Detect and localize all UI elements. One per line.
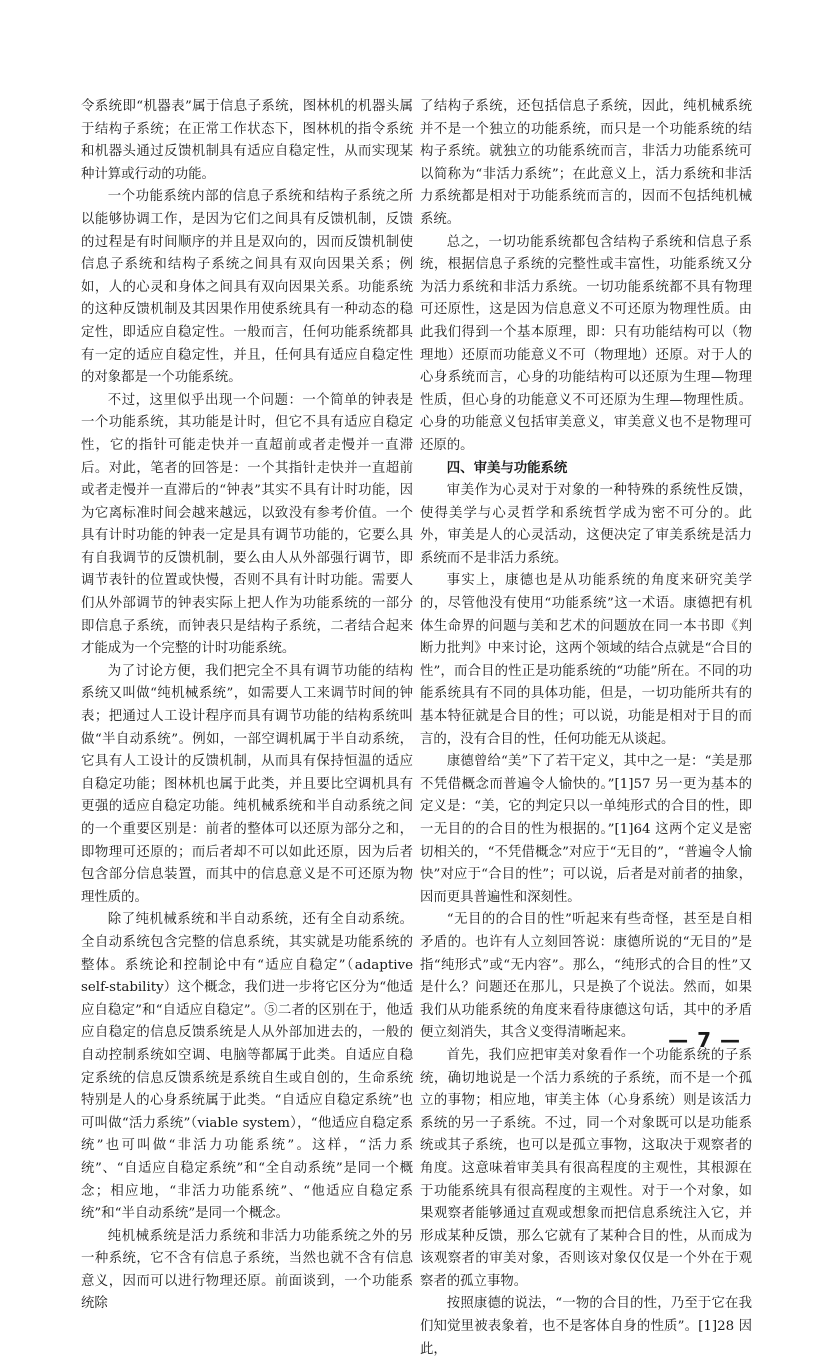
left-column (81, 96, 413, 1316)
paragraph: 按照康德的说法，“一物的合目的性，乃至于它在我们知觉里被表象着，也不是客体自身的性质”。[1]28 因此， (420, 1296, 752, 1357)
page-number: — 7 — (668, 1028, 741, 1052)
section-heading: 四、审美与功能系统 (446, 460, 568, 476)
paragraph: 一个功能系统内部的信息子系统和结构子系统之所以能够协调工作，是因为它们之间具有反馈机制，反馈的过程是有时间顺序的并且是双向的，因而反馈机制使信息子系统和结构子系统之间具有双向因果关系；例如，人的心灵和身体之间具有双向因果关系。功能系统的这种反馈机制及其因果作用使系统具有一种动态的稳定性，即适应自稳定性。一般而言，任何功能系统都具有一定的适应自稳定性，并且，任何具有适应自稳定性的对象都是一个功能系统。 (81, 189, 413, 386)
paragraph: 首先，我们应把审美对象看作一个功能系统的子系统，确切地说是一个活力系统的子系统，而不是一个孤立的事物；相应地，审美主体（心身系统）则是该活力系统的另一子系统。不过，同一个对象既可以是功能系统或其子系统，也可以是孤立事物，这取决于观察者的角度。这意味着审美具有很高程度的主观性，其根源在于功能系统具有很高程度的主观性。对于一个对象，如果观察者能够通过直观或想象而把信息系统注入它，并形成某种反馈，那么它就有了某种合目的性，从而成为该观察者的审美对象，否则该对象仅仅是一个外在于观察者的孤立事物。 (420, 1047, 752, 1289)
paragraph: 审美作为心灵对于对象的一种特殊的系统性反馈，使得美学与心灵哲学和系统哲学成为密不可分的。此外，审美是人的心灵活动，这便决定了审美系统是活力系统而不是非活力系统。 (420, 483, 752, 566)
paragraph: 事实上，康德也是从功能系统的角度来研究美学的，尽管他没有使用“功能系统”这一术语。康德把有机体生命界的问题与美和艺术的问题放在同一本书即《判断力批判》中来讨论，这两个领域的结合点就是“合目的性”，而合目的性正是功能系统的“功能”所在。不同的功能系统具有不同的具体功能，但是，一切功能所共有的基本特征就是合目的性；可以说，功能是相对于目的而言的，没有合目的性，任何功能无从谈起。 (420, 573, 752, 747)
right-column (420, 96, 752, 1361)
paragraph: 纯机械系统是活力系统和非活力功能系统之外的另一种系统，它不含有信息子系统，当然也就不含有信息意义，因而可以进行物理还原。前面谈到，一个功能系统除 (81, 1228, 413, 1312)
paragraph: 总之，一切功能系统都包含结构子系统和信息子系统，根据信息子系统的完整性或丰富性，功能系统又分为活力系统和非活力系统。一切功能系统都不具有物理可还原性，这是因为信息意义不可还原为物理性质。由此我们得到一个基本原理，即：只有功能结构可以（物理地）还原而功能意义不可（物理地）还原。对于人的心身系统而言，心身的功能结构可以还原为生理—物理性质，但心身的功能意义不可还原为生理—物理性质。心身的功能意义包括审美意义，审美意义也不是物理可还原的。 (420, 234, 752, 453)
paragraph: 除了纯机械系统和半自动系统，还有全自动系统。全自动系统包含完整的信息系统，其实就是功能系统的整体。系统论和控制论中有“适应自稳定”（adaptive self-stability）这个概念，我们进一步将它区分为“他适应自稳定”和“自适应自稳定”。⑤二者的区别在于，他适应自稳定的信息反馈系统是人从外部加进去的，一般的自动控制系统如空调、电脑等都属于此类。自适应自稳定系统的信息反馈系统是系统自生或自创的，生命系统特别是人的心身系统属于此类。“自适应自稳定系统”也可叫做“活力系统”（viable system），“他适应自稳定系统”也可叫做“非活力功能系统”。这样，“活力系统”、“自适应自稳定系统”和“全自动系统”是同一个概念；相应地，“非活力功能系统”、“他适应自稳定系统”和“半自动系统”是同一个概念。 (81, 912, 413, 1222)
paragraph: 康德曾给“美”下了若干定义，其中之一是：“美是那不凭借概念而普遍令人愉快的。”[1]57 另一更为基本的定义是：“美，它的判定只以一单纯形式的合目的性，即一无目的的合目的性为根据的。”[1]64 这两个定义是密切相关的，“不凭借概念”对应于“无目的”，“普遍令人愉快”对应于“合目的性”；可以说，后者是对前者的抽象，因而更具普遍性和深刻性。 (420, 754, 752, 905)
paragraph: “无目的的合目的性”听起来有些奇怪，甚至是自相矛盾的。也许有人立刻回答说：康德所说的“无目的”是指“纯形式”或“无内容”。那么，“纯形式的合目的性”又是什么？问题还在那儿，只是换了个说法。然而，如果我们从功能系统的角度来看待康德这句话，其中的矛盾便立刻消失，其含义变得清晰起来。 (420, 912, 752, 1041)
paragraph: 了结构子系统，还包括信息子系统，因此，纯机械系统并不是一个独立的功能系统，而只是一个功能系统的结构子系统。就独立的功能系统而言，非活力功能系统可以简称为“非活力系统”；在此意义上，活力系统和非活力系统都是相对于功能系统而言的，因而不包括纯机械系统。 (420, 99, 752, 227)
paragraph: 令系统即“机器表”属于信息子系统，图林机的机器头属于结构子系统；在正常工作状态下，图林机的指令系统和机器头通过反馈机制具有适应自稳定性，从而实现某种计算或行动的功能。 (81, 99, 413, 182)
paragraph: 为了讨论方便，我们把完全不具有调节功能的结构系统又叫做“纯机械系统”，如需要人工来调节时间的钟表；把通过人工设计程序而具有调节功能的结构系统叫做“半自动系统”。例如，一部空调机属于半自动系统，它具有人工设计的反馈机制，从而具有保持恒温的适应自稳定功能；图林机也属于此类，并且要比空调机具有更强的适应自稳定功能。纯机械系统和半自动系统之间的一个重要区别是：前者的整体可以还原为部分之和，即物理可还原的；而后者却不可以如此还原，因为后者包含部分信息装置，而其中的信息意义是不可还原为物理性质的。 (81, 663, 413, 905)
paragraph: 不过，这里似乎出现一个问题：一个简单的钟表是一个功能系统，其功能是计时，但它不具有适应自稳定性，它的指针可能走快并一直超前或者走慢并一直滞后。对此，笔者的回答是：一个其指针走快并一直超前或者走慢并一直滞后的“钟表”其实不具有计时功能，因为它离标准时间会越来越远，以致没有参考价值。一个具有计时功能的钟表一定是具有调节功能的，它要么具有自我调节的反馈机制，要么由人从外部强行调节，即调节表针的位置或快慢，否则不具有计时功能。需要人们从外部调节的钟表实际上把人作为功能系统的一部分即信息子系统，而钟表只是结构子系统，二者结合起来才能成为一个完整的计时功能系统。 (81, 392, 413, 657)
